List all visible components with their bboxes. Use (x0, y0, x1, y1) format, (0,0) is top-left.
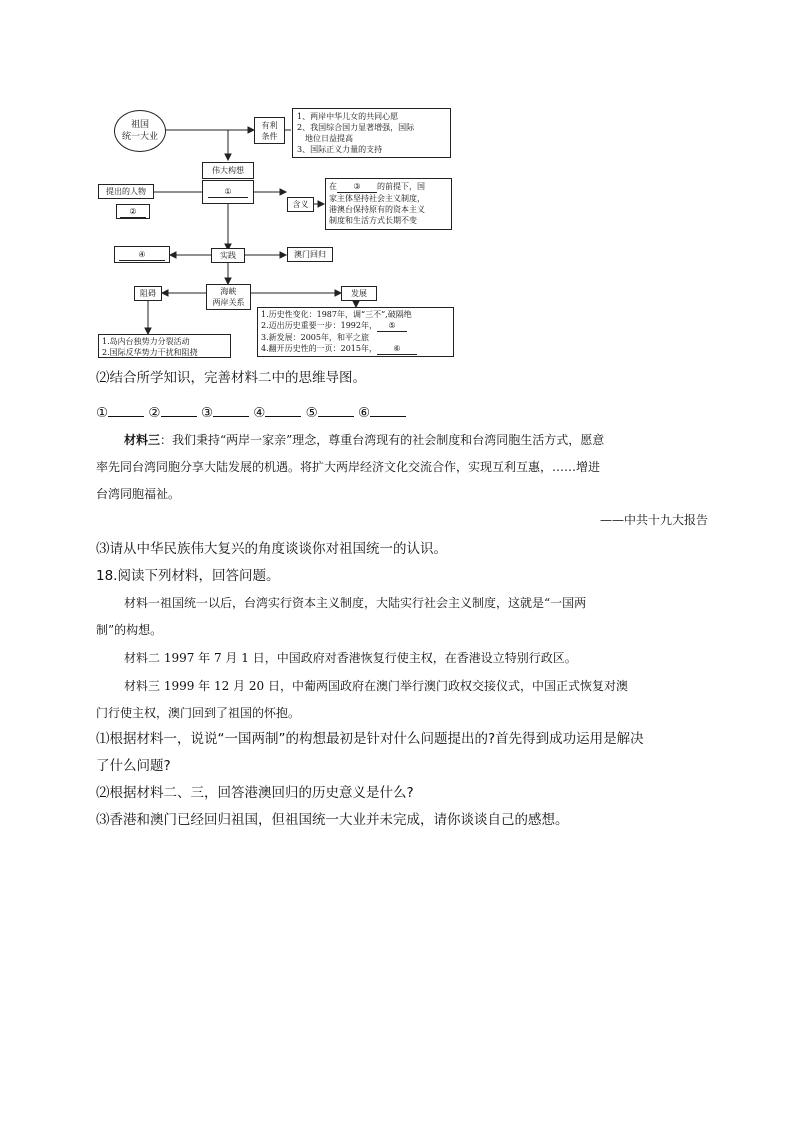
meaning-label-box: 含义 (287, 197, 314, 212)
blank-3: ③ (337, 181, 377, 193)
meaning-pre: 在 (329, 182, 337, 191)
answer-blank-6[interactable] (370, 402, 406, 417)
practice-label-box: 实践 (211, 248, 245, 263)
sub-question-3: ⑶香港和澳门已经回归祖国，但祖国统一大业并未完成，请你谈谈自己的感想。 (96, 812, 569, 828)
blank-1-box (202, 180, 254, 204)
answer-blank-3[interactable] (213, 402, 249, 417)
question-3: ⑶请从中华民族伟大复兴的角度谈谈你对祖国统一的认识。 (96, 541, 447, 557)
material-3-line: 率先同台湾同胞分享大陆发展的机遇。将扩大两岸经济文化交流合作，实现互利互惠，……增进 (96, 460, 601, 474)
sub-question-2: ⑵根据材料二、三，回答港澳回归的历史意义是什么? (96, 785, 414, 801)
answer-blanks-row (96, 402, 406, 423)
meaning-line: 的前提下，国 (377, 182, 425, 191)
strait-relations-box: 海峡 两岸关系 (206, 284, 251, 310)
material-1-line: 制”的构想。 (96, 623, 163, 637)
meaning-line: 制度和生活方式长期不变 (329, 216, 417, 225)
root-oval: 祖国 统一大业 (114, 110, 166, 152)
question-18-title: 18.阅读下列材料，回答问题。 (96, 568, 280, 584)
answer-blank-4[interactable] (265, 402, 301, 417)
sub-question-1-cont: 了什么问题? (96, 758, 171, 774)
material-1-line: 材料一祖国统一以后，台湾实行资本主义制度，大陆实行社会主义制度，这就是“一国两 (124, 596, 587, 610)
blank-4: ④ (119, 249, 165, 261)
conditions-list-box (292, 108, 451, 158)
obstacles-box (98, 334, 231, 358)
obstacle-label-box: 阻碍 (134, 286, 162, 301)
obstacle-line: 1.岛内台独势力分裂活动 (102, 337, 190, 346)
material-3-line: 台湾同胞福祉。 (96, 487, 181, 501)
macau-return-box: 澳门回归 (287, 247, 333, 262)
blank-2-box (116, 204, 150, 219)
blank-4-box (114, 246, 170, 263)
blank-label: ① (96, 405, 109, 421)
blank-5: ⑤ (377, 320, 407, 332)
blank-2: ② (120, 206, 146, 218)
condition-line: 2、我国综合国力显著增强，国际 (297, 123, 415, 132)
answer-blank-2[interactable] (161, 402, 197, 417)
answer-blank-1[interactable] (108, 402, 144, 417)
material-3b-line: 材料三 1999 年 12 月 20 日，中葡两国政府在澳门举行澳门政权交接仪式，中国正式恢复对澳 (124, 679, 628, 693)
material-2-line: 材料二 1997 年 7 月 1 日，中国政府对香港恢复行使主权，在香港设立特别行政区。 (124, 651, 577, 665)
meaning-line: 港澳台保持原有的资本主义 (329, 205, 425, 214)
conditions-label-box: 有利 条件 (254, 117, 285, 144)
material-3-source: ——中共十九大报告 (600, 513, 709, 527)
blank-label: ③ (200, 405, 213, 421)
development-line: 2.迈出历史重要一步：1992年， (261, 321, 377, 330)
blank-6: ⑥ (377, 343, 417, 355)
meaning-text-box (325, 178, 452, 230)
answer-blank-5[interactable] (318, 402, 354, 417)
developments-box (257, 307, 454, 357)
obstacle-line: 2.国际反华势力干扰和阻挠 (102, 348, 198, 357)
material-3-text: ：我们秉持“两岸一家亲”理念，尊重台湾现有的社会制度和台湾同胞生活方式，愿意 (160, 433, 605, 447)
sub-question-1: ⑴根据材料一，说说“一国两制”的构想最初是针对什么问题提出的?首先得到成功运用是解决 (96, 731, 644, 747)
material-3-title: 材料三 (124, 433, 161, 447)
vision-label-box: 伟大构想 (202, 162, 254, 179)
blank-label: ④ (253, 405, 266, 421)
blank-label: ⑤ (305, 405, 318, 421)
condition-line: 地位日益提高 (305, 134, 353, 143)
meaning-line: 家主体坚持社会主义制度， (329, 194, 425, 203)
proposer-label-box: 提出的人物 (98, 184, 154, 199)
development-line: 1.历史性变化：1987年，调“三不”,破隔绝 (261, 310, 412, 319)
blank-label: ② (148, 405, 161, 421)
mind-map-diagram (88, 100, 468, 362)
material-3b-line: 门行使主权，澳门回到了祖国的怀抱。 (96, 706, 301, 720)
question-2: ⑵结合所学知识，完善材料二中的思维导图。 (96, 370, 366, 386)
blank-label: ⑥ (358, 405, 371, 421)
condition-line: 3、国际正义力量的支持 (297, 145, 383, 154)
condition-line: 1、两岸中华儿女的共同心愿 (297, 112, 399, 121)
development-label-box: 发展 (341, 286, 377, 301)
development-line: 4.翻开历史性的一页：2015年， (261, 344, 377, 353)
development-line: 3.新发展：2005年，和平之旅 (261, 333, 369, 342)
blank-1: ① (208, 186, 248, 198)
material-3-line (124, 430, 604, 450)
